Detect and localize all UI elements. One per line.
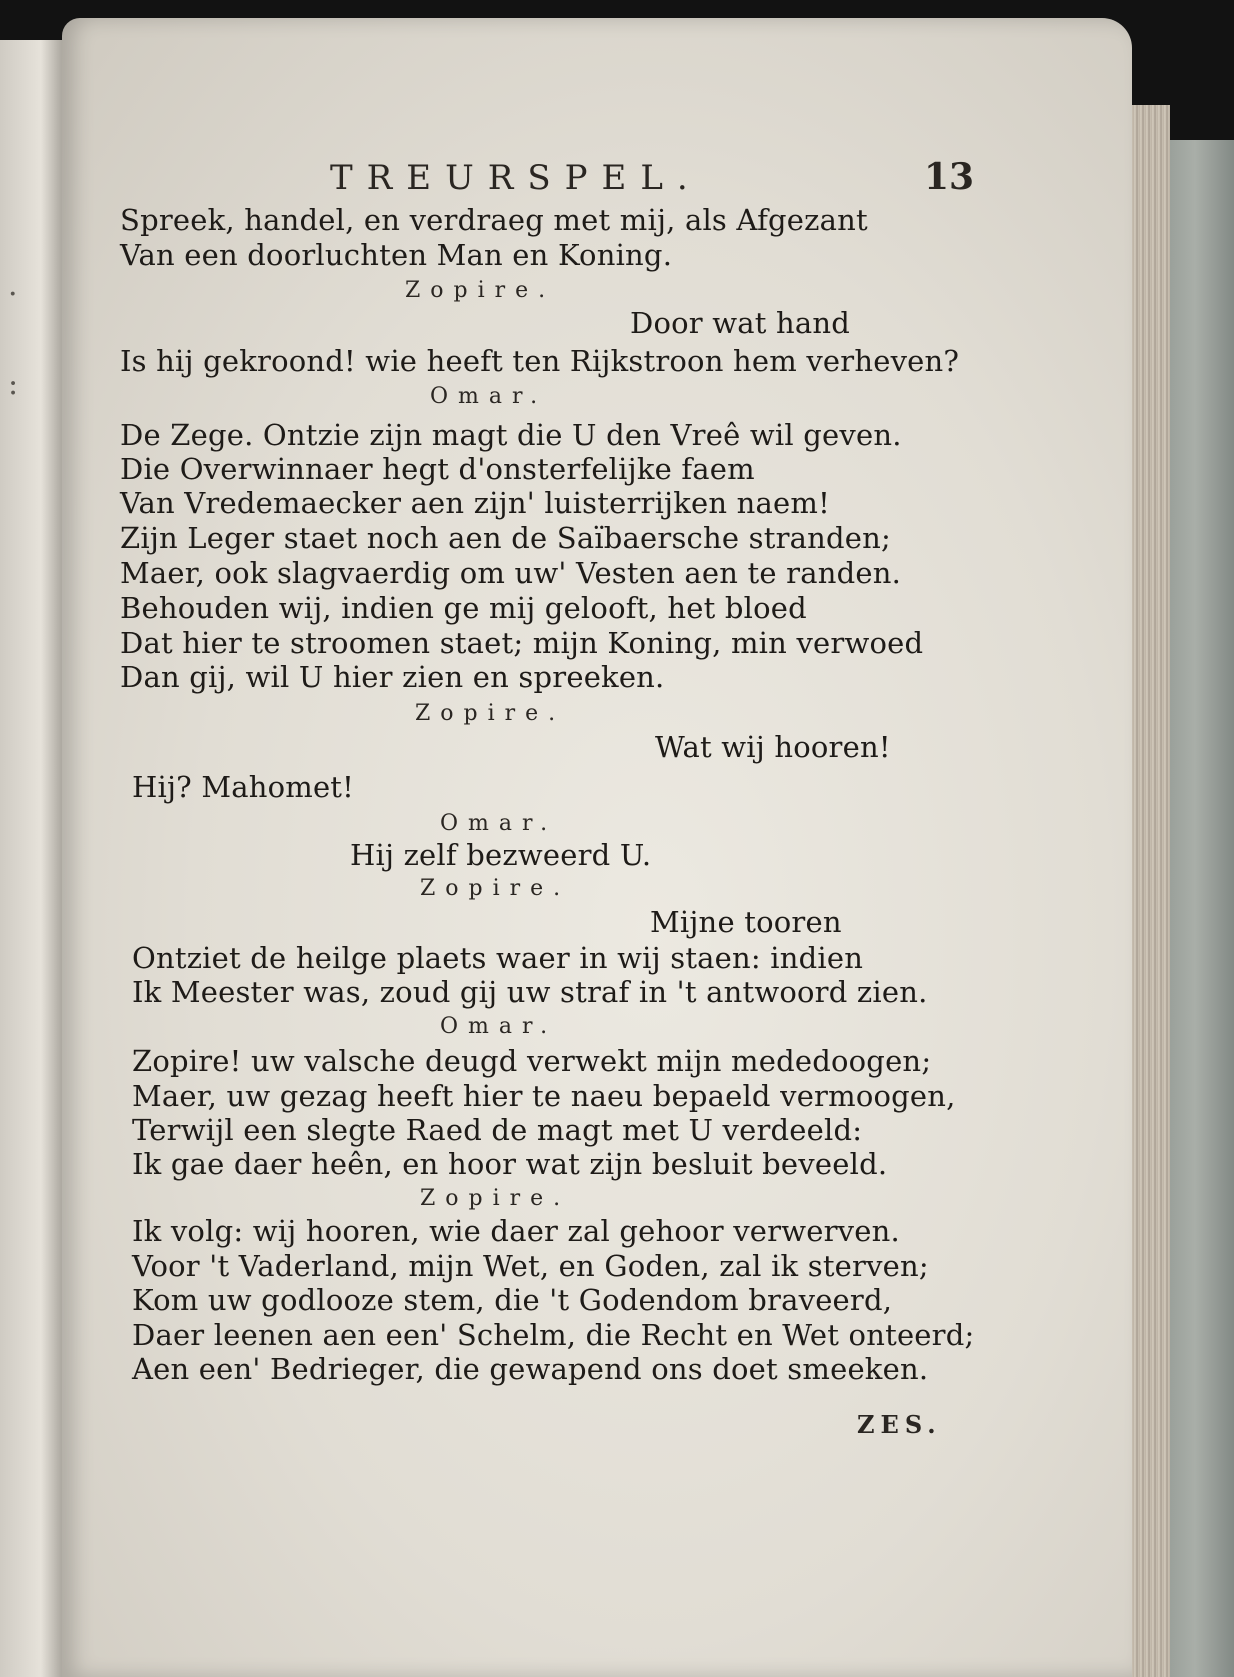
verse-line: Door wat hand [630,306,851,340]
left-page-edge [0,40,68,1677]
verse-line: Van een doorluchten Man en Koning. [120,238,673,272]
verse-line: Van Vredemaecker aen zijn' luisterrijken naem! [120,486,830,520]
catchword: ZES. [857,1410,942,1439]
verse-line: Maer, ook slagvaerdig om uw' Vesten aen te randen. [120,556,902,590]
verse-line: Ik volg: wij hooren, wie daer zal gehoor verwerven. [132,1214,900,1248]
verse-line: Dan gij, wil U hier zien en spreeken. [120,660,665,694]
verse-line: Die Overwinnaer hegt d'onsterfelijke faem [120,452,755,486]
speaker-name: Zopire. [415,701,566,726]
verse-line: Is hij gekroond! wie heeft ten Rijkstroon hem verheven? [120,344,960,378]
speaker-name: Omar. [440,1014,558,1039]
page-number: 13 [924,156,975,198]
verse-line: Ik Meester was, zoud gij uw straf in 't antwoord zien. [132,975,928,1009]
verse-line: Zopire! uw valsche deugd verwekt mijn mededoogen; [132,1044,932,1078]
verse-line: Kom uw godlooze stem, die 't Godendom braveerd, [132,1283,893,1317]
speaker-name: Zopire. [405,278,556,303]
left-page-marks: · : [8,277,19,402]
verse-line: Ontziet de heilge plaets waer in wij staen: indien [132,941,864,975]
verse-line: Hij? Mahomet! [132,770,355,804]
verse-line: Maer, uw gezag heeft hier te naeu bepaeld vermoogen, [132,1079,956,1113]
verse-line: Behouden wij, indien ge mij gelooft, het bloed [120,591,807,625]
verse-line: Spreek, handel, en verdraeg met mij, als Afgezant [120,203,868,237]
verse-line: Voor 't Vaderland, mijn Wet, en Goden, zal ik sterven; [132,1249,929,1283]
verse-line: Ik gae daer heên, en hoor wat zijn besluit beveeld. [132,1147,888,1181]
verse-line: De Zege. Ontzie zijn magt die U den Vreê wil geven. [120,418,902,452]
verse-line: Aen een' Bedrieger, die gewapend ons doet smeeken. [132,1352,929,1386]
verse-line: Terwijl een slegte Raed de magt met U verdeeld: [132,1113,863,1147]
speaker-name: Zopire. [420,1186,571,1211]
speaker-name: Omar. [430,384,548,409]
verse-line: Zijn Leger staet noch aen de Saïbaersche stranden; [120,521,891,555]
speaker-name: Omar. [440,811,558,836]
verse-line: Mijne tooren [650,905,842,939]
verse-line: Dat hier te stroomen staet; mijn Koning, min verwoed [120,626,924,660]
running-title: TREURSPEL. [330,158,702,198]
verse-line: Hij zelf bezweerd U. [350,838,652,872]
verse-line: Wat wij hooren! [655,730,891,764]
speaker-name: Zopire. [420,876,571,901]
book-page [62,18,1132,1677]
verse-line: Daer leenen aen een' Schelm, die Recht en Wet onteerd; [132,1318,975,1352]
